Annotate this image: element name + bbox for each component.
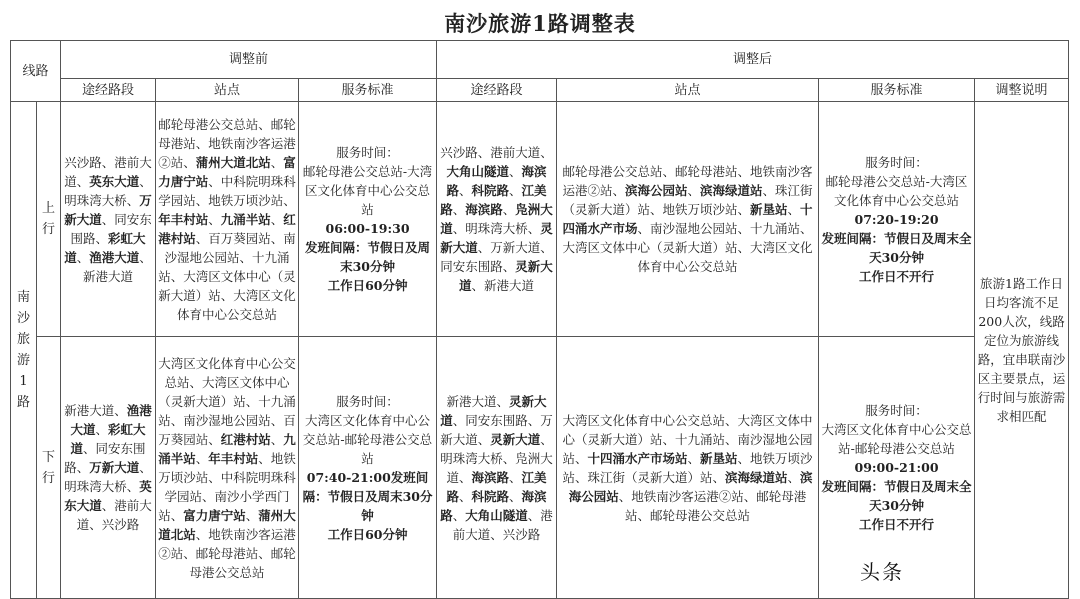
bold-text-segment: 09:00-21:00 [854, 460, 939, 475]
bold-text-segment: 海滨路 [440, 488, 547, 523]
text-segment: 、 [509, 469, 522, 485]
text-segment: 大湾区文化体育中心公交总站、大湾区文体中心（灵新大道）站、十九涌站、南沙湿地公园站、百万葵园站、 [158, 355, 296, 447]
text-segment: 、明珠湾大桥、 [452, 221, 541, 236]
text-segment: 、 [502, 202, 516, 217]
bold-text-segment: 科院路 [471, 488, 510, 504]
down-before-service [299, 337, 437, 599]
adjustment-table [10, 40, 1069, 599]
bold-text-segment: 海滨路 [465, 202, 503, 217]
bold-text-segment: 科院路 [471, 183, 510, 198]
text-segment: 、 [95, 422, 109, 437]
bold-text-segment: 滨海绿道站 [700, 183, 763, 198]
header-line: 线路 [11, 41, 61, 102]
bold-text-segment: 大角山隧道 [465, 507, 528, 523]
text-segment: 、港前大道、兴沙路 [452, 507, 553, 542]
text-segment: 服务时间： [336, 393, 399, 409]
direction-up [37, 102, 61, 337]
text-segment: 、同安东围路、万新大道、 [440, 412, 553, 447]
bold-text-segment: 红港村站 [220, 431, 271, 447]
route-name-char: 南 [16, 290, 30, 305]
header-note: 调整说明 [975, 79, 1069, 102]
down-before-stops [156, 337, 299, 599]
bold-text-segment: 彩虹大道 [64, 230, 146, 265]
bold-text-segment: 发班间隔：节假日及周末全天30分钟 [821, 230, 972, 265]
bold-text-segment: 十四涌水产市场 [562, 202, 813, 236]
direction-char: 行 [42, 470, 56, 486]
text-segment: 邮轮母港公交总站-大湾区文化体育中心公交总站 [825, 173, 968, 208]
text-segment: 、 [787, 469, 801, 485]
text-segment: 、明珠湾大桥、 [64, 460, 152, 494]
text-segment: 、 [787, 202, 801, 217]
bold-text-segment: 滨海公园站 [568, 469, 813, 504]
bold-text-segment: 九涌半站 [158, 431, 296, 466]
bold-text-segment: 英东大道 [64, 479, 152, 513]
bold-text-segment: 灵新大道 [440, 393, 547, 428]
text-segment: 、 [509, 164, 522, 179]
bold-text-segment: 万新大道 [64, 192, 152, 227]
text-segment: 邮轮母港公交总站、邮轮母港站、地铁南沙客运港②站、 [562, 164, 813, 198]
direction-down [37, 337, 61, 599]
up-after-service [819, 102, 975, 337]
bold-text-segment: 滨海绿道站 [725, 469, 788, 485]
bold-text-segment: 十四涌水产市场站 [587, 450, 688, 466]
bold-text-segment: 渔港大道 [89, 249, 140, 265]
up-before-service [299, 102, 437, 337]
text-segment: 、 [687, 450, 701, 466]
text-segment: 、 [509, 488, 522, 504]
text-segment: 、 [76, 249, 90, 265]
bold-text-segment: 蒲州大道北站 [195, 154, 271, 170]
route-name-char: 旅 [16, 332, 30, 347]
text-segment: 兴沙路、港前大道、 [64, 154, 152, 189]
header-after-stops: 站点 [557, 79, 819, 102]
bold-text-segment: 英东大道 [89, 173, 140, 189]
text-segment: 服务时间： [865, 403, 928, 418]
route-name-char: 沙 [16, 311, 30, 326]
bold-text-segment: 九涌半站 [220, 211, 271, 227]
text-segment: 、 [458, 183, 472, 198]
text-segment: 、 [270, 154, 284, 170]
text-segment: 、 [452, 202, 466, 217]
bold-text-segment: 年丰村站 [208, 450, 259, 466]
up-after-stops [557, 102, 819, 337]
text-segment: 、万新大道、同安东围路、 [440, 240, 553, 274]
text-segment: 、中科院明珠科学园站、地铁万顷沙站、 [158, 173, 296, 208]
text-segment: 兴沙路、港前大道、 [440, 145, 553, 160]
up-after-road [437, 102, 557, 337]
bold-text-segment: 06:00-19:30 [325, 221, 410, 236]
text-segment: 、南沙湿地公园站、十九涌站、大湾区文体中心（灵新大道）站、大湾区文化体育中心公交总站 [562, 221, 813, 274]
bold-text-segment: 灵新大道 [490, 431, 541, 447]
route-name-char: 路 [16, 395, 30, 410]
header-after-road: 途经路段 [437, 79, 557, 102]
direction-char: 下 [42, 449, 56, 465]
text-segment: 、地铁南沙客运港②站、邮轮母港站、邮轮母港公交总站 [618, 488, 807, 523]
bold-text-segment: 灵新大道 [440, 221, 553, 255]
text-segment: 、 [245, 507, 259, 523]
bold-text-segment: 富力唐宁站 [158, 154, 296, 189]
text-segment: 、同安东围路、 [70, 211, 152, 246]
text-segment: 新港大道、 [446, 393, 510, 409]
text-segment: 、 [509, 183, 522, 198]
text-segment: 服务时间： [336, 145, 399, 160]
text-segment: 邮轮母港公交总站-大湾区文化体育中心公交总站 [302, 164, 433, 217]
up-before-stops [156, 102, 299, 337]
bold-text-segment: 江美路 [446, 469, 547, 504]
header-before-road: 途经路段 [61, 79, 156, 102]
text-segment: 、同安东围路、 [64, 441, 146, 475]
adjustment-note: 旅游1路工作日日均客流不足200人次，线路定位为旅游线路，宜串联南沙区主要景点，运行时间与旅游需求相匹配 [975, 102, 1069, 599]
bold-text-segment: 新垦站 [750, 202, 788, 217]
text-segment: 、新港大道 [83, 249, 152, 284]
bold-text-segment: 工作日不开行 [859, 517, 935, 532]
text-segment: 、明珠湾大桥、 [64, 173, 152, 208]
bold-text-segment: 彩虹大道 [70, 422, 146, 456]
text-segment: 服务时间： [865, 154, 928, 170]
direction-char: 上 [42, 201, 56, 216]
bold-text-segment: 年丰村站 [158, 211, 209, 227]
header-before: 调整前 [61, 41, 437, 79]
route-name-char: 游1 [16, 353, 30, 389]
bold-text-segment: 富力唐宁站 [183, 507, 246, 523]
text-segment: 、 [270, 211, 284, 227]
header-before-stops: 站点 [156, 79, 299, 102]
bold-text-segment: 灵新大道 [459, 259, 553, 293]
text-segment: 、 [452, 507, 466, 523]
text-segment: 邮轮母港公交总站、邮轮母港站、地铁南沙客运港②站、 [158, 116, 296, 170]
bold-text-segment: 滨海公园站 [624, 183, 688, 198]
direction-char: 行 [42, 222, 56, 237]
bold-text-segment: 工作日60分钟 [327, 526, 408, 542]
text-segment: 、新港大道 [471, 278, 535, 293]
down-before-road [61, 337, 156, 599]
route-name [11, 102, 37, 599]
text-segment: 大湾区文化体育中心公交总站-邮轮母港公交总站 [302, 412, 433, 466]
text-segment: 、 [208, 211, 221, 227]
bold-text-segment: 万新大道 [89, 460, 140, 475]
bold-text-segment: 07:20-19:20 [854, 211, 939, 227]
bold-text-segment: 大角山隧道 [446, 164, 509, 179]
header-after-service: 服务标准 [819, 79, 975, 102]
bold-text-segment: 海滨路 [471, 469, 510, 485]
text-segment: 、珠江街（灵新大道）站、地铁万顷沙站、 [562, 183, 813, 217]
bold-text-segment: 蒲州大道北站 [158, 507, 296, 542]
text-segment: 大湾区文化体育中心公交总站、大湾区文体中心（灵新大道）站、十九涌站、南沙湿地公园站、 [562, 412, 813, 466]
bold-text-segment: 发班间隔：节假日及周末30分钟 [305, 240, 431, 274]
text-segment: 、地铁南沙客运港②站、邮轮母港站、邮轮母港公交总站 [158, 526, 296, 580]
bold-text-segment: 渔港大道 [70, 403, 152, 437]
bold-text-segment: 红港村站 [158, 211, 296, 246]
watermark-logo: 头条 [860, 560, 904, 584]
text-segment: 、 [270, 431, 284, 447]
bold-text-segment: 工作日不开行 [859, 268, 935, 284]
page-title: 南沙旅游1路调整表 [444, 11, 636, 36]
text-segment: 、地铁万顷沙站、中科院明珠科学园站、南沙小学西门站、 [158, 450, 296, 523]
bold-text-segment: 新垦站 [700, 450, 738, 466]
text-segment: 、明珠湾大桥、凫洲大道、 [440, 431, 553, 485]
text-segment: 、港前大道、兴沙路 [76, 498, 152, 532]
text-segment: 、地铁万顷沙站、珠江街（灵新大道）站、 [562, 450, 813, 485]
text-segment: 、 [458, 488, 472, 504]
down-after-road [437, 337, 557, 599]
header-before-service: 服务标准 [299, 79, 437, 102]
header-after: 调整后 [437, 41, 1069, 79]
text-segment: 、 [195, 450, 209, 466]
bold-text-segment: 工作日60分钟 [327, 278, 408, 293]
bold-text-segment: 江美路 [440, 183, 547, 217]
text-segment: 、百万葵园站、南沙湿地公园站、十九涌站、大湾区文体中心（灵新大道）站、大湾区文化体育中心公交总站 [158, 230, 296, 322]
bold-text-segment: 07:40-21:00发班间隔：节假日及周末30分钟 [302, 469, 433, 523]
text-segment: 大湾区文化体育中心公交总站-邮轮母港公交总站 [821, 422, 972, 456]
down-after-stops [557, 337, 819, 599]
up-before-road [61, 102, 156, 337]
bold-text-segment: 海滨路 [446, 164, 547, 198]
bold-text-segment: 凫洲大道 [440, 202, 553, 236]
bold-text-segment: 发班间隔：节假日及周末全天30分钟 [821, 479, 972, 513]
text-segment: 新港大道、 [64, 403, 127, 418]
text-segment: 、 [687, 183, 701, 198]
